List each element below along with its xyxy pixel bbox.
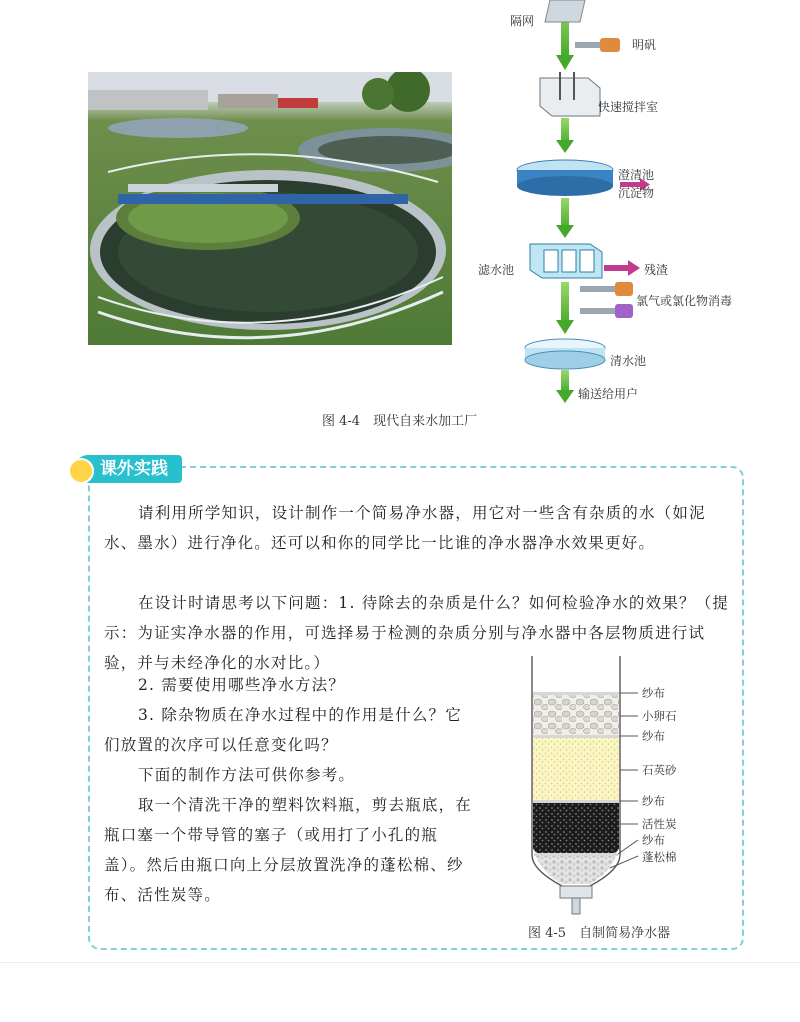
label-grid: 隔网 <box>510 14 535 28</box>
filter-label-gauze-4: 纱布 <box>642 833 665 847</box>
practice-title: 课外实践 <box>74 455 182 483</box>
practice-question-3: 3. 除杂物质在净水过程中的作用是什么？它们放置的次序可以任意变化吗？ <box>104 706 462 754</box>
water-plant-photo <box>88 72 452 345</box>
practice-paragraph-1: 请利用所学知识，设计制作一个简易净水器，用它对一些含有杂质的水（如泥水、墨水）进行净化。还可以和你的同学比一比谁的净水器净水效果更好。 <box>104 504 706 552</box>
filter-label-quartz-sand: 石英砂 <box>642 763 677 777</box>
label-sediment: 沉淀物 <box>618 186 655 200</box>
title-accent-icon <box>68 458 94 484</box>
label-disinfection: 氯气或氯化物消毒 <box>636 294 733 308</box>
label-filter-pool: 滤水池 <box>478 263 515 277</box>
flow-diagram-drawing <box>460 0 780 405</box>
label-clean-pool: 清水池 <box>610 354 647 368</box>
label-clarifier: 澄清池 <box>618 168 655 182</box>
practice-question-2: 2. 需要使用哪些净水方法？ <box>138 676 346 694</box>
treatment-flow-diagram <box>460 0 780 405</box>
figure-4-4-caption: 图 4-4 现代自来水加工厂 <box>322 414 478 429</box>
label-alum: 明矾 <box>632 38 657 52</box>
filter-label-cotton: 蓬松棉 <box>642 850 677 864</box>
page-bottom-divider <box>0 962 800 963</box>
filter-label-gauze-2: 纱布 <box>642 729 665 743</box>
label-residue: 残渣 <box>644 263 669 277</box>
water-filter-diagram <box>520 650 730 915</box>
filter-label-gauze-1: 纱布 <box>642 686 665 700</box>
practice-paragraph-2: 在设计时请思考以下问题：1. 待除去的杂质是什么？如何检验净水的效果？（提示：为证实净水器的作用，可选择易于检测的杂质分别与净水器中各层物质进行试验，并与未经净化的水对比。） <box>104 594 730 672</box>
label-deliver: 输送给用户 <box>578 387 639 401</box>
water-filter-drawing <box>520 650 640 915</box>
practice-method: 取一个清洗干净的塑料饮料瓶，剪去瓶底，在瓶口塞一个带导管的塞子（或用打了小孔的瓶盖）。然后由瓶口向上分层放置洗净的蓬松棉、纱布、活性炭等。 <box>104 796 473 904</box>
label-mixing-room: 快速搅拌室 <box>598 100 659 114</box>
practice-reference-note: 下面的制作方法可供你参考。 <box>138 766 356 784</box>
filter-label-pebbles: 小卵石 <box>642 709 677 723</box>
filter-label-gauze-3: 纱布 <box>642 794 665 808</box>
water-plant-photo-drawing <box>88 72 452 345</box>
filter-label-activated-carbon: 活性炭 <box>642 817 677 831</box>
figure-4-5-caption: 图 4-5 自制简易净水器 <box>528 926 671 941</box>
